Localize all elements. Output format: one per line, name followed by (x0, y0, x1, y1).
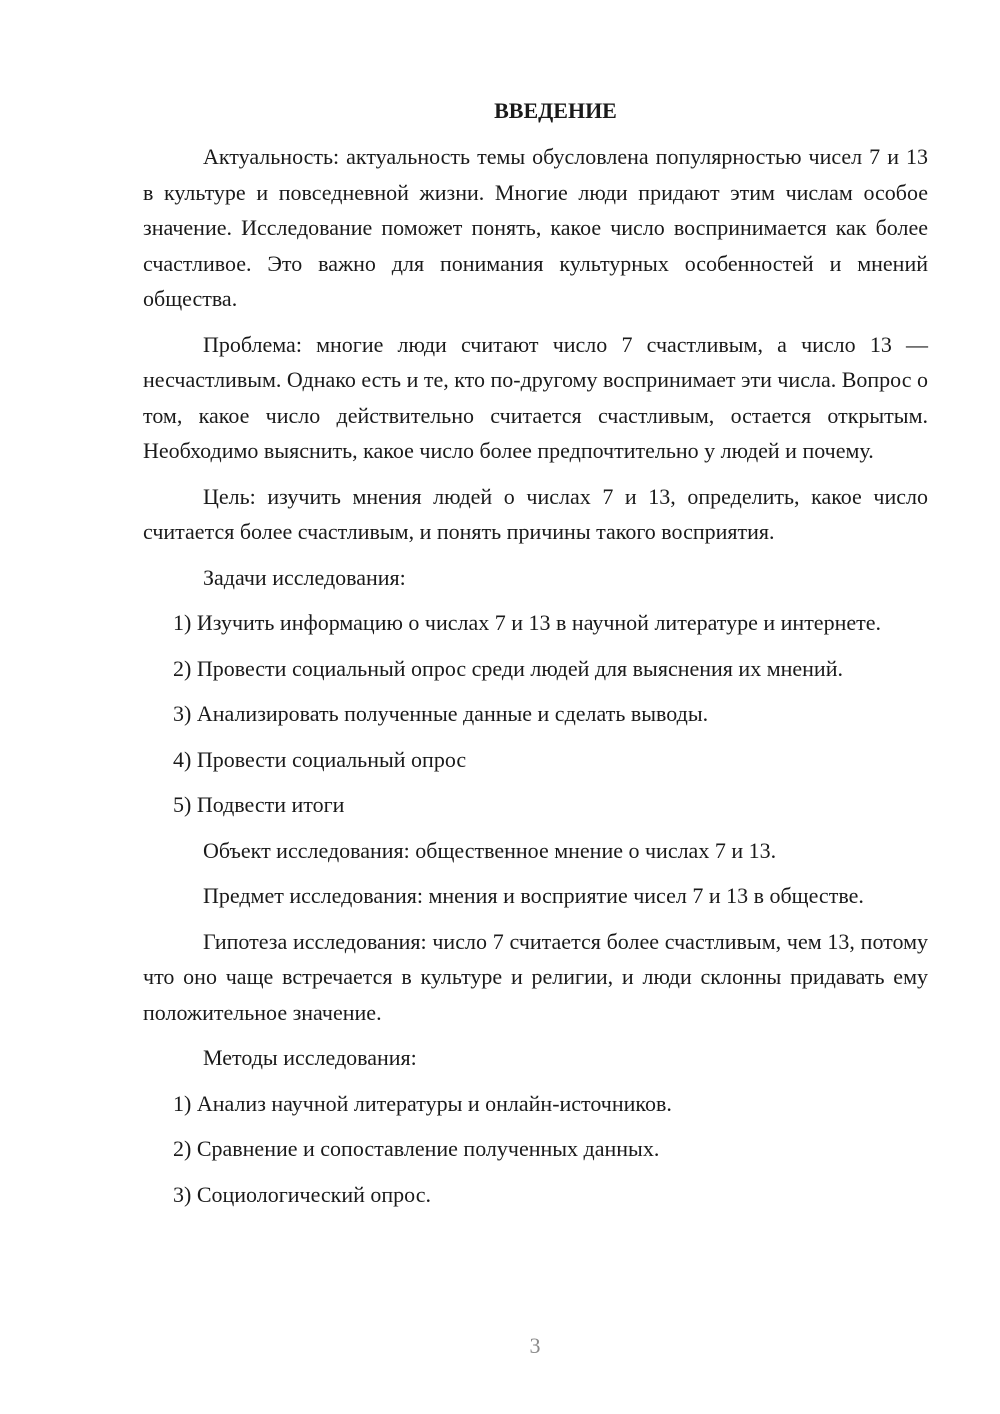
object-paragraph: Объект исследования: общественное мнение о числах 7 и 13. (203, 837, 777, 863)
problem-paragraph: Проблема: многие люди считают число 7 счастливым, а число 13 — несчастливым. Однако есть и те, кто по-другому воспринимает эти числа. Вопрос о том, какое число действительно считается счастливым, остается открытым. Необходимо выяснить, какое число более предпочтительно у людей и почему. (143, 331, 928, 463)
section-title: ВВЕДЕНИЕ (494, 98, 617, 123)
tasks-list (143, 605, 928, 823)
method-item: 3) Социологический опрос. (173, 1181, 431, 1207)
methods-heading: Методы исследования: (203, 1045, 417, 1070)
relevance-paragraph: Актуальность: актуальность темы обусловлена популярностью чисел 7 и 13 в культуре и повседневной жизни. Многие люди придают этим числам особое значение. Исследование поможет понять, какое число воспринимается как более счастливое. Это важно для понимания культурных особенностей и мнений общества. (143, 144, 928, 311)
page-number: 3 (529, 1333, 541, 1358)
method-item: 2) Сравнение и сопоставление полученных данных. (173, 1136, 660, 1161)
task-item: 5) Подвести итоги (173, 792, 345, 817)
subject-paragraph: Предмет исследования: мнения и восприятие чисел 7 и 13 в обществе. (203, 883, 864, 908)
task-item: 2) Провести социальный опрос среди людей для выяснения их мнений. (173, 655, 843, 681)
methods-list (143, 1086, 928, 1213)
task-item: 1) Изучить информацию о числах 7 и 13 в научной литературе и интернете. (173, 610, 881, 635)
method-item: 1) Анализ научной литературы и онлайн-источников. (173, 1090, 672, 1116)
tasks-heading: Задачи исследования: (203, 564, 406, 590)
hypothesis-paragraph: Гипотеза исследования: число 7 считается более счастливым, чем 13, потому что оно чаще встречается в культуре и религии, и люди склонны придавать ему положительное значение. (143, 928, 928, 1025)
goal-paragraph: Цель: изучить мнения людей о числах 7 и 13, определить, какое число считается более счастливым, и понять причины такого восприятия. (143, 483, 928, 544)
task-item: 3) Анализировать полученные данные и сделать выводы. (173, 701, 709, 726)
task-item: 4) Провести социальный опрос (173, 746, 467, 772)
